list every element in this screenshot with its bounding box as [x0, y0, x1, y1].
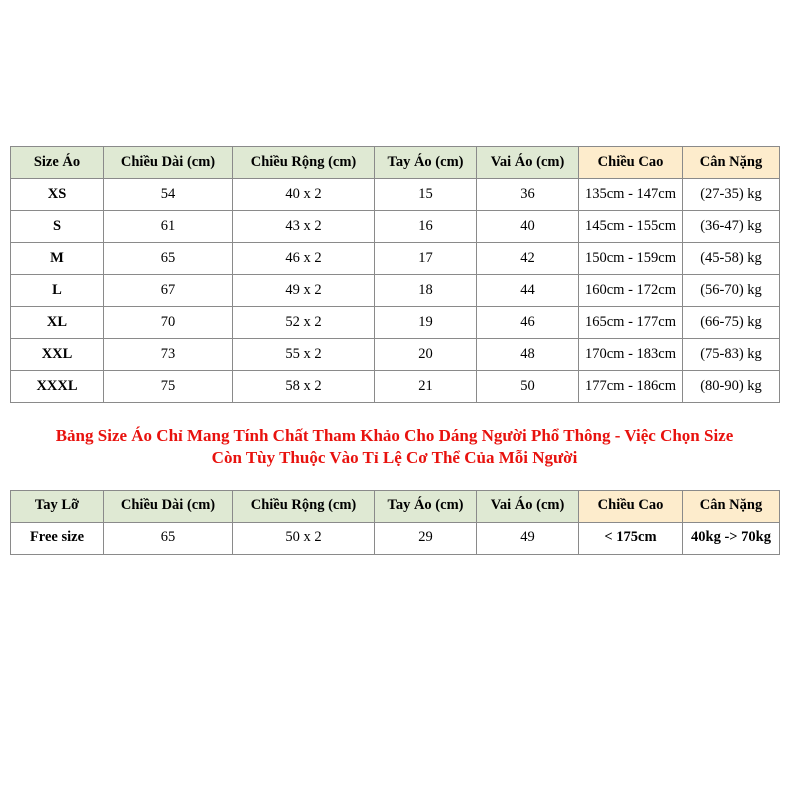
cell-length: 75	[104, 371, 233, 403]
cell-height: 160cm - 172cm	[579, 275, 683, 307]
header-cell-width: Chiều Rộng (cm)	[233, 147, 375, 179]
header-cell-height: Chiều Cao	[579, 490, 683, 522]
cell-size: Free size	[11, 522, 104, 554]
header-cell-length: Chiều Dài (cm)	[104, 147, 233, 179]
cell-size: XXXL	[11, 371, 104, 403]
cell-sleeve: 21	[375, 371, 477, 403]
cell-length: 65	[104, 522, 233, 554]
cell-sleeve: 16	[375, 211, 477, 243]
header-cell-weight: Cân Nặng	[683, 147, 780, 179]
cell-length: 73	[104, 339, 233, 371]
cell-shoulder: 46	[477, 307, 579, 339]
table-row	[11, 211, 780, 243]
cell-width: 43 x 2	[233, 211, 375, 243]
cell-height: 177cm - 186cm	[579, 371, 683, 403]
size-chart-note	[10, 425, 779, 470]
cell-height: 170cm - 183cm	[579, 339, 683, 371]
cell-weight: (45-58) kg	[683, 243, 780, 275]
table-row	[11, 371, 780, 403]
header-cell-sleeve: Tay Áo (cm)	[375, 147, 477, 179]
cell-sleeve: 19	[375, 307, 477, 339]
header-cell-taylo: Tay Lỡ	[11, 490, 104, 522]
header-cell-shoulder: Vai Áo (cm)	[477, 490, 579, 522]
cell-weight: (27-35) kg	[683, 179, 780, 211]
table-header-row	[11, 147, 780, 179]
header-cell-length: Chiều Dài (cm)	[104, 490, 233, 522]
cell-sleeve: 17	[375, 243, 477, 275]
cell-weight: (36-47) kg	[683, 211, 780, 243]
cell-shoulder: 42	[477, 243, 579, 275]
cell-weight: 40kg -> 70kg	[683, 522, 780, 554]
header-cell-size: Size Áo	[11, 147, 104, 179]
cell-size: XXL	[11, 339, 104, 371]
cell-width: 55 x 2	[233, 339, 375, 371]
cell-shoulder: 48	[477, 339, 579, 371]
table-row	[11, 179, 780, 211]
cell-size: S	[11, 211, 104, 243]
cell-width: 40 x 2	[233, 179, 375, 211]
header-cell-sleeve: Tay Áo (cm)	[375, 490, 477, 522]
main-size-table	[10, 146, 780, 403]
cell-width: 46 x 2	[233, 243, 375, 275]
table-row	[11, 243, 780, 275]
table-row	[11, 275, 780, 307]
free-table-header-row	[11, 490, 780, 522]
cell-shoulder: 44	[477, 275, 579, 307]
cell-height: 150cm - 159cm	[579, 243, 683, 275]
cell-weight: (56-70) kg	[683, 275, 780, 307]
header-cell-height: Chiều Cao	[579, 147, 683, 179]
cell-shoulder: 49	[477, 522, 579, 554]
header-cell-width: Chiều Rộng (cm)	[233, 490, 375, 522]
cell-height: < 175cm	[579, 522, 683, 554]
cell-size: XL	[11, 307, 104, 339]
cell-size: XS	[11, 179, 104, 211]
cell-width: 50 x 2	[233, 522, 375, 554]
cell-width: 52 x 2	[233, 307, 375, 339]
free-size-table	[10, 490, 780, 555]
size-chart-sheet	[10, 146, 779, 555]
cell-weight: (66-75) kg	[683, 307, 780, 339]
cell-length: 65	[104, 243, 233, 275]
cell-length: 61	[104, 211, 233, 243]
cell-weight: (80-90) kg	[683, 371, 780, 403]
header-cell-weight: Cân Nặng	[683, 490, 780, 522]
table-row	[11, 339, 780, 371]
cell-size: L	[11, 275, 104, 307]
cell-sleeve: 20	[375, 339, 477, 371]
cell-height: 145cm - 155cm	[579, 211, 683, 243]
cell-width: 49 x 2	[233, 275, 375, 307]
cell-shoulder: 50	[477, 371, 579, 403]
note-line-2: Còn Tùy Thuộc Vào Tỉ Lệ Cơ Thể Của Mỗi Người	[211, 448, 578, 468]
cell-weight: (75-83) kg	[683, 339, 780, 371]
cell-shoulder: 40	[477, 211, 579, 243]
cell-sleeve: 29	[375, 522, 477, 554]
cell-size: M	[11, 243, 104, 275]
cell-length: 67	[104, 275, 233, 307]
note-line-1: Bảng Size Áo Chỉ Mang Tính Chất Tham Khảo Cho Dáng Người Phổ Thông - Việc Chọn Size	[55, 426, 734, 445]
cell-shoulder: 36	[477, 179, 579, 211]
cell-length: 70	[104, 307, 233, 339]
table-row	[11, 522, 780, 554]
cell-length: 54	[104, 179, 233, 211]
cell-height: 135cm - 147cm	[579, 179, 683, 211]
header-cell-shoulder: Vai Áo (cm)	[477, 147, 579, 179]
cell-sleeve: 15	[375, 179, 477, 211]
cell-width: 58 x 2	[233, 371, 375, 403]
table-row	[11, 307, 780, 339]
cell-height: 165cm - 177cm	[579, 307, 683, 339]
cell-sleeve: 18	[375, 275, 477, 307]
